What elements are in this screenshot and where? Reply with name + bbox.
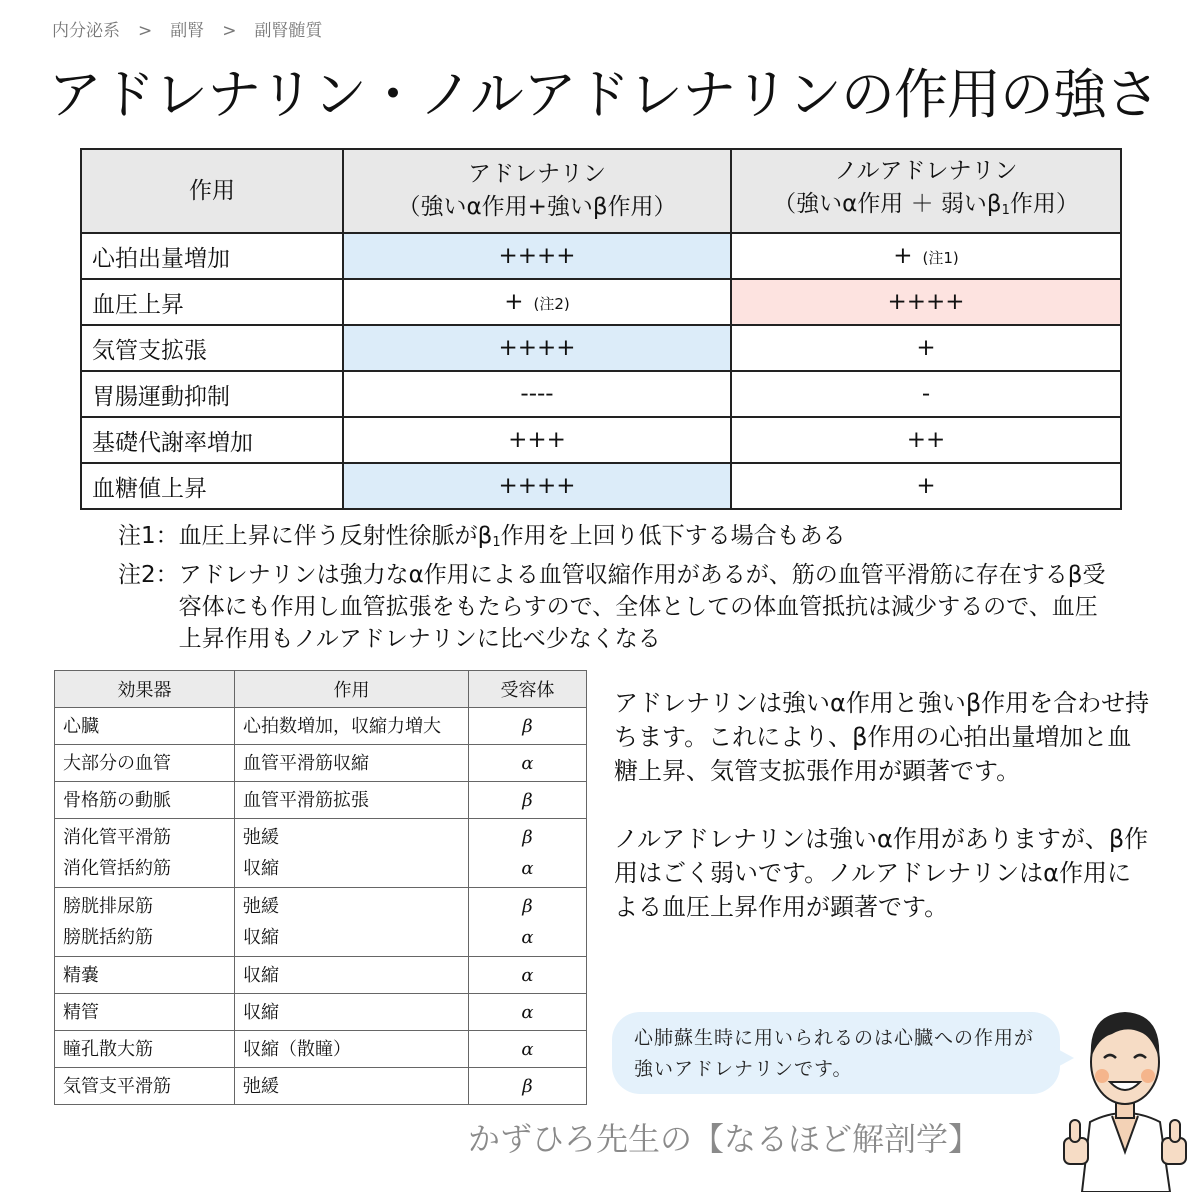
action-cell: 収縮	[235, 957, 469, 994]
action-cell: 弛緩	[235, 1068, 469, 1105]
action-cell: 弛緩 収縮	[235, 819, 469, 888]
effector-cell: 気管支平滑筋	[55, 1068, 235, 1105]
breadcrumb-item[interactable]: 内分泌系	[52, 21, 120, 41]
action-cell: 弛緩 収縮	[235, 888, 469, 957]
adrenaline-cell: ++++	[343, 325, 731, 371]
noradrenaline-cell: ++++	[731, 279, 1121, 325]
header-noradrenaline	[731, 149, 1121, 233]
footnote-ref: (注2)	[533, 295, 570, 313]
receptor-cell: β	[469, 782, 587, 819]
footnotes	[118, 520, 1118, 655]
breadcrumb-separator: >	[222, 21, 237, 41]
row-label: 胃腸運動抑制	[81, 371, 343, 417]
table-row	[55, 994, 587, 1031]
table-row	[81, 417, 1121, 463]
table-row	[55, 1031, 587, 1068]
effector-cell: 消化管平滑筋 消化管括約筋	[55, 819, 235, 888]
doctor-thumbs-up-icon	[1060, 992, 1190, 1192]
effector-cell: 大部分の血管	[55, 745, 235, 782]
table-row	[81, 233, 1121, 279]
table-row	[55, 1068, 587, 1105]
breadcrumb-item[interactable]: 副腎髄質	[254, 21, 323, 41]
page-title: アドレナリン・ノルアドレナリンの作用の強さ	[48, 63, 1159, 126]
noradrenaline-cell: +	[731, 325, 1121, 371]
header-noradrenaline-title: ノルアドレナリン	[834, 158, 1018, 184]
header-adrenaline	[343, 149, 731, 233]
table-row	[81, 325, 1121, 371]
action-strength-table	[80, 148, 1122, 510]
footnote-text: アドレナリンは強力なα作用による血管収縮作用があるが、筋の血管平滑筋に存在するβ受容体にも作用し血管拡張をもたらすので、全体としての体血管抵抗は減少するので、血圧上昇作用もノルアドレナリンに比べ少なくなる	[178, 562, 1106, 652]
receptor-cell: β α	[469, 888, 587, 957]
footnote-1	[118, 520, 1118, 559]
explanation-paragraph: アドレナリンは強いα作用と強いβ作用を合わせ持ちます。これにより、β作用の心拍出量増加と血糖上昇、気管支拡張作用が顕著です。	[614, 689, 1150, 785]
header-adrenaline-subtitle: （強いα作用+強いβ作用）	[397, 194, 677, 220]
table-row	[81, 463, 1121, 509]
table-row	[55, 957, 587, 994]
table-row	[81, 371, 1121, 417]
action-cell: 血管平滑筋収縮	[235, 745, 469, 782]
noradrenaline-cell: + (注1)	[731, 233, 1121, 279]
speech-bubble: 心肺蘇生時に用いられるのは心臓への作用が強いアドレナリンです。	[612, 1012, 1060, 1094]
adrenaline-cell: ++++	[343, 233, 731, 279]
explanation	[614, 686, 1154, 958]
effector-receptor-table	[54, 670, 587, 1105]
table-row	[55, 708, 587, 745]
header-adrenaline-title: アドレナリン	[468, 161, 606, 187]
header-action: 作用	[81, 149, 343, 233]
effector-cell: 心臓	[55, 708, 235, 745]
table-row	[55, 782, 587, 819]
effector-cell: 膀胱排尿筋 膀胱括約筋	[55, 888, 235, 957]
adrenaline-cell: ----	[343, 371, 731, 417]
action-cell: 収縮	[235, 994, 469, 1031]
header-noradrenaline-subtitle: （強いα作用 ＋ 弱い$\beta_1$作用）	[773, 191, 1079, 218]
receptor-cell: β	[469, 708, 587, 745]
breadcrumb-separator: >	[138, 21, 153, 41]
table-header-row	[55, 671, 587, 708]
noradrenaline-cell: -	[731, 371, 1121, 417]
receptor-cell: α	[469, 1031, 587, 1068]
receptor-cell: α	[469, 957, 587, 994]
brand-footer: かずひろ先生の【なるほど解剖学】	[468, 1120, 981, 1158]
footnote-ref: (注1)	[922, 249, 959, 267]
row-label: 心拍出量増加	[81, 233, 343, 279]
effector-cell: 精嚢	[55, 957, 235, 994]
table-row	[55, 819, 587, 888]
receptor-cell: β	[469, 1068, 587, 1105]
noradrenaline-cell: ++	[731, 417, 1121, 463]
effector-cell: 精管	[55, 994, 235, 1031]
table-header-row	[81, 149, 1121, 233]
receptor-cell: β α	[469, 819, 587, 888]
header-effector: 効果器	[55, 671, 235, 708]
header-action: 作用	[235, 671, 469, 708]
table-row	[55, 745, 587, 782]
breadcrumb-item[interactable]: 副腎	[170, 21, 205, 41]
explanation-paragraph: ノルアドレナリンは強いα作用がありますが、β作用はごく弱いです。ノルアドレナリンはα作用による血圧上昇作用が顕著です。	[614, 825, 1149, 921]
breadcrumb	[52, 16, 323, 41]
footnote-text: 血圧上昇に伴う反射性徐脈が$\beta_1$作用を上回り低下する場合もある	[178, 523, 846, 550]
action-cell: 心拍数増加，収縮力増大	[235, 708, 469, 745]
action-cell: 収縮（散瞳）	[235, 1031, 469, 1068]
header-receptor: 受容体	[469, 671, 587, 708]
effector-cell: 骨格筋の動脈	[55, 782, 235, 819]
receptor-cell: α	[469, 994, 587, 1031]
action-cell: 血管平滑筋拡張	[235, 782, 469, 819]
table-row	[55, 888, 587, 957]
adrenaline-cell: ++++	[343, 463, 731, 509]
row-label: 基礎代謝率増加	[81, 417, 343, 463]
noradrenaline-cell: +	[731, 463, 1121, 509]
footnote-label: 注2：	[118, 562, 179, 588]
footnote-label: 注1：	[118, 523, 179, 549]
footnote-2	[118, 559, 1118, 655]
adrenaline-cell: + (注2)	[343, 279, 731, 325]
row-label: 血圧上昇	[81, 279, 343, 325]
effector-cell: 瞳孔散大筋	[55, 1031, 235, 1068]
row-label: 気管支拡張	[81, 325, 343, 371]
table-row	[81, 279, 1121, 325]
receptor-cell: α	[469, 745, 587, 782]
row-label: 血糖値上昇	[81, 463, 343, 509]
adrenaline-cell: +++	[343, 417, 731, 463]
